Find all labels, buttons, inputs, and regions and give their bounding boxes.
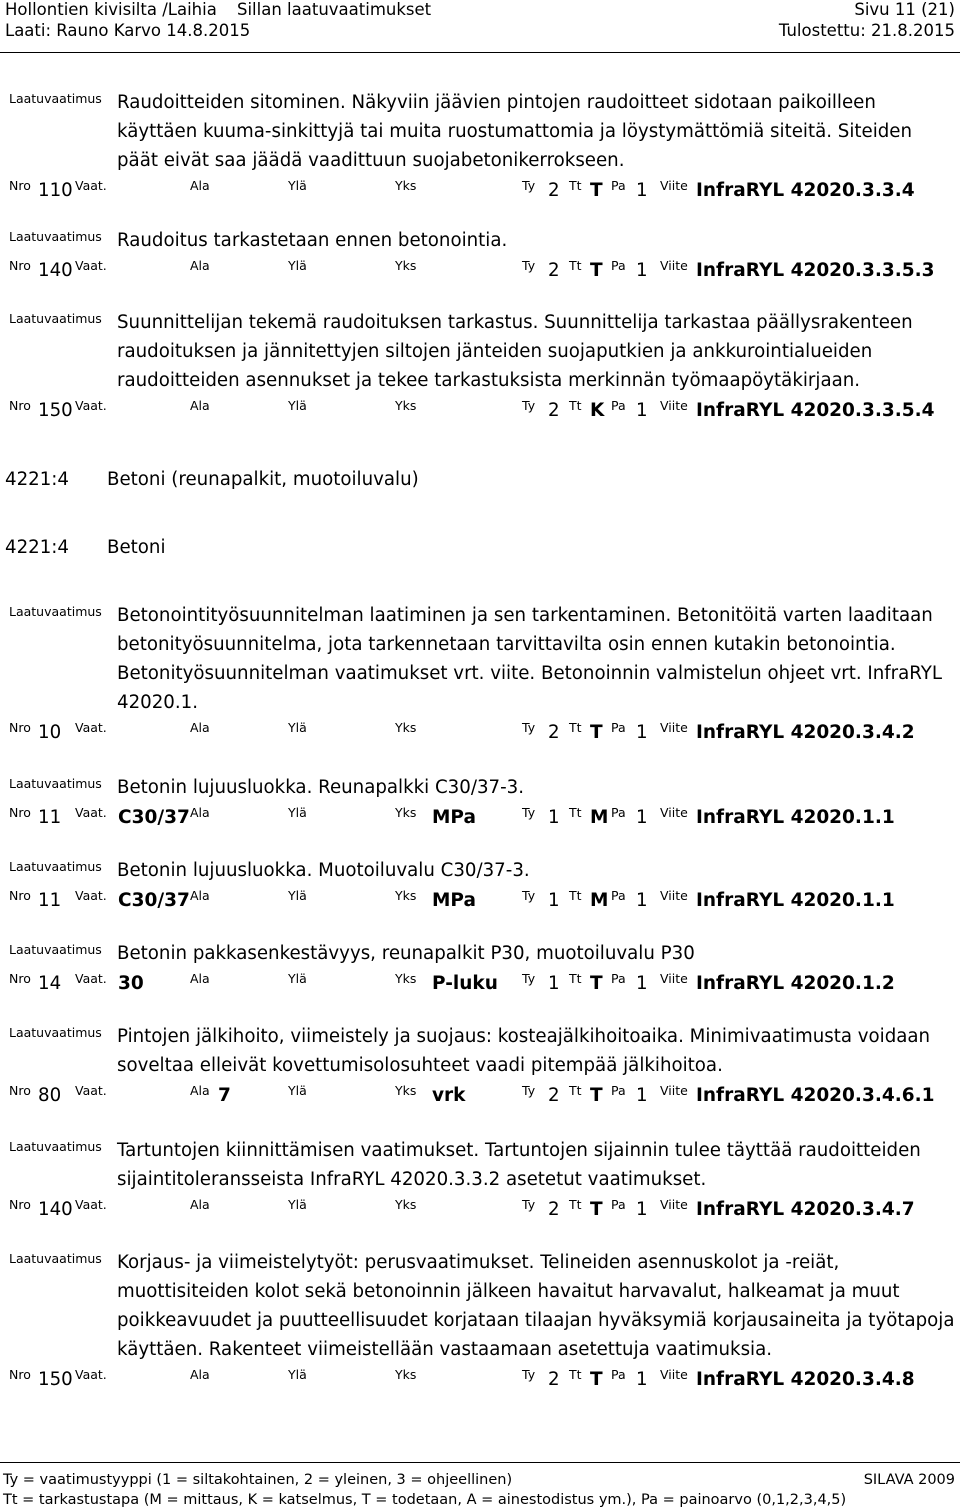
tt-label: Tt <box>569 398 582 413</box>
requirement-text: Betonin pakkasenkestävyys, reunapalkit P30, muotoiluvalu P30 <box>117 943 695 964</box>
ty-value: 1 <box>548 973 560 994</box>
pa-value: 1 <box>636 1085 648 1106</box>
ty-label: Ty <box>522 398 536 413</box>
nro-value: 150 <box>38 1369 73 1390</box>
requirement-text: Raudoitus tarkastetaan ennen betonointia. <box>117 230 508 251</box>
nro-label: Nro <box>9 258 31 273</box>
requirement-attributes <box>0 885 960 915</box>
viite-value: InfraRYL 42020.1.1 <box>696 807 895 828</box>
ty-label: Ty <box>522 1083 536 1098</box>
nro-label: Nro <box>9 1197 31 1212</box>
requirement-block <box>0 939 960 998</box>
requirement-block <box>0 856 960 915</box>
pa-value: 1 <box>636 400 648 421</box>
requirement-block <box>0 1248 960 1394</box>
pa-value: 1 <box>636 260 648 281</box>
viite-label: Viite <box>660 1367 688 1382</box>
document-title: Hollontien kivisilta /Laihia <box>5 0 217 19</box>
nro-label: Nro <box>9 398 31 413</box>
yks-label: Yks <box>395 178 417 193</box>
viite-value: InfraRYL 42020.3.3.5.3 <box>696 260 935 281</box>
viite-label: Viite <box>660 971 688 986</box>
pa-value: 1 <box>636 1369 648 1390</box>
requirement-attributes <box>0 1194 960 1224</box>
yks-label: Yks <box>395 1083 417 1098</box>
requirement-label: Laatuvaatimus <box>9 229 102 244</box>
vaat-label: Vaat. <box>75 258 107 273</box>
requirement-text: Raudoitteiden sitominen. Näkyviin jäävien pintojen raudoitteet sidotaan paikoilleen käyttäen kuuma-sinkittyjä tai muita ruostumattomia ja löystymättömiä siteitä. Siteiden päät eivät saa jäädä vaadittuun suojabetonikerrokseen. <box>117 92 913 171</box>
footer-divider <box>0 1462 960 1463</box>
requirement-attributes <box>0 395 960 425</box>
requirement-label: Laatuvaatimus <box>9 859 102 874</box>
requirement-attributes <box>0 1364 960 1394</box>
nro-label: Nro <box>9 971 31 986</box>
vaat-label: Vaat. <box>75 1197 107 1212</box>
ala-label: Ala <box>190 971 210 986</box>
section-code: 4221:4 <box>5 537 69 558</box>
tt-label: Tt <box>569 888 582 903</box>
ty-label: Ty <box>522 1367 536 1382</box>
requirement-block <box>0 1022 960 1110</box>
ala-label: Ala <box>190 398 210 413</box>
requirement-label: Laatuvaatimus <box>9 1139 102 1154</box>
pa-value: 1 <box>636 973 648 994</box>
yla-label: Ylä <box>288 1367 307 1382</box>
footer-legend-type: Ty = vaatimustyyppi (1 = siltakohtainen, 2 = yleinen, 3 = ohjeellinen) <box>3 1472 513 1488</box>
tt-label: Tt <box>569 258 582 273</box>
yla-label: Ylä <box>288 1083 307 1098</box>
ala-label: Ala <box>190 720 210 735</box>
requirement-text: Suunnittelijan tekemä raudoituksen tarkastus. Suunnittelija tarkastaa päällysrakenteen raudoituksen ja jännitettyjen siltojen jänteiden suojaputkien ja ankkurointialueiden raudoitteiden asennukset ja tekee tarkastuksista merkinnän työmaapöytäkirjaan. <box>117 312 913 391</box>
yks-label: Yks <box>395 888 417 903</box>
pa-label: Pa <box>611 258 626 273</box>
viite-label: Viite <box>660 1083 688 1098</box>
viite-value: InfraRYL 42020.3.3.4 <box>696 180 915 201</box>
yks-value: MPa <box>432 890 476 911</box>
nro-value: 10 <box>38 722 62 743</box>
pa-value: 1 <box>636 807 648 828</box>
pa-label: Pa <box>611 971 626 986</box>
requirement-label: Laatuvaatimus <box>9 604 102 619</box>
vaat-label: Vaat. <box>75 1367 107 1382</box>
yks-label: Yks <box>395 398 417 413</box>
nro-value: 140 <box>38 1199 73 1220</box>
vaat-label: Vaat. <box>75 1083 107 1098</box>
vaat-label: Vaat. <box>75 971 107 986</box>
requirement-block <box>0 308 960 425</box>
ty-label: Ty <box>522 720 536 735</box>
nro-value: 80 <box>38 1085 62 1106</box>
viite-value: InfraRYL 42020.1.2 <box>696 973 895 994</box>
yla-label: Ylä <box>288 178 307 193</box>
section-title: Betoni (reunapalkit, muotoiluvalu) <box>107 469 419 490</box>
nro-label: Nro <box>9 1083 31 1098</box>
requirement-block <box>0 226 960 285</box>
viite-value: InfraRYL 42020.3.4.7 <box>696 1199 915 1220</box>
yks-label: Yks <box>395 971 417 986</box>
nro-label: Nro <box>9 888 31 903</box>
requirement-label: Laatuvaatimus <box>9 1251 102 1266</box>
viite-label: Viite <box>660 888 688 903</box>
tt-value: T <box>590 1369 603 1390</box>
requirement-attributes <box>0 1080 960 1110</box>
pa-value: 1 <box>636 890 648 911</box>
footer-legend-method: Tt = tarkastustapa (M = mittaus, K = katselmus, T = todetaan, A = ainestodistus ym.), Pa = painoarvo (0,1,2,3,4,5) <box>3 1492 847 1508</box>
vaat-label: Vaat. <box>75 178 107 193</box>
viite-label: Viite <box>660 720 688 735</box>
ala-label: Ala <box>190 258 210 273</box>
ala-label: Ala <box>190 1197 210 1212</box>
requirement-attributes <box>0 968 960 998</box>
vaat-label: Vaat. <box>75 805 107 820</box>
tt-label: Tt <box>569 1367 582 1382</box>
viite-label: Viite <box>660 258 688 273</box>
requirement-text: Tartuntojen kiinnittämisen vaatimukset. Tartuntojen sijainnin tulee täyttää raudoitteiden sijaintitoleransseista InfraRYL 42020.3.3.2 asetetut vaatimukset. <box>117 1140 921 1190</box>
viite-label: Viite <box>660 398 688 413</box>
requirement-attributes <box>0 802 960 832</box>
yla-label: Ylä <box>288 720 307 735</box>
nro-value: 11 <box>38 807 62 828</box>
requirement-attributes <box>0 255 960 285</box>
ty-label: Ty <box>522 805 536 820</box>
requirement-text: Betonin lujuusluokka. Reunapalkki C30/37-3. <box>117 777 525 798</box>
nro-label: Nro <box>9 178 31 193</box>
document-subtitle: Sillan laatuvaatimukset <box>237 0 432 19</box>
yks-value: MPa <box>432 807 476 828</box>
viite-value: InfraRYL 42020.3.3.5.4 <box>696 400 935 421</box>
yks-label: Yks <box>395 805 417 820</box>
requirement-label: Laatuvaatimus <box>9 776 102 791</box>
tt-value: T <box>590 1085 603 1106</box>
ty-value: 2 <box>548 260 560 281</box>
ty-label: Ty <box>522 258 536 273</box>
viite-label: Viite <box>660 805 688 820</box>
vaat-value: 30 <box>118 973 144 994</box>
requirement-attributes <box>0 717 960 747</box>
print-date: Tulostettu: 21.8.2015 <box>778 21 955 40</box>
requirement-label: Laatuvaatimus <box>9 1025 102 1040</box>
pa-label: Pa <box>611 178 626 193</box>
nro-value: 140 <box>38 260 73 281</box>
viite-value: InfraRYL 42020.3.4.2 <box>696 722 915 743</box>
section-code: 4221:4 <box>5 469 69 490</box>
tt-value: T <box>590 973 603 994</box>
nro-label: Nro <box>9 805 31 820</box>
tt-label: Tt <box>569 1083 582 1098</box>
pa-value: 1 <box>636 180 648 201</box>
tt-value: K <box>590 400 605 421</box>
ty-value: 2 <box>548 400 560 421</box>
yla-label: Ylä <box>288 971 307 986</box>
requirement-block <box>0 88 960 205</box>
section-title: Betoni <box>107 537 166 558</box>
ty-value: 1 <box>548 807 560 828</box>
vaat-label: Vaat. <box>75 398 107 413</box>
ty-value: 2 <box>548 1085 560 1106</box>
ala-label: Ala <box>190 1367 210 1382</box>
tt-label: Tt <box>569 971 582 986</box>
ty-label: Ty <box>522 1197 536 1212</box>
author-date: Laati: Rauno Karvo 14.8.2015 <box>5 21 251 40</box>
viite-label: Viite <box>660 178 688 193</box>
requirement-block <box>0 773 960 832</box>
vaat-value: C30/37 <box>118 807 190 828</box>
pa-label: Pa <box>611 720 626 735</box>
requirement-block <box>0 601 960 747</box>
ala-label: Ala <box>190 1083 210 1098</box>
requirement-text: Betonin lujuusluokka. Muotoiluvalu C30/37-3. <box>117 860 530 881</box>
viite-value: InfraRYL 42020.3.4.8 <box>696 1369 915 1390</box>
yla-label: Ylä <box>288 805 307 820</box>
pa-label: Pa <box>611 1083 626 1098</box>
requirement-text: Pintojen jälkihoito, viimeistely ja suojaus: kosteajälkihoitoaika. Minimivaatimusta voidaan soveltaa elleivät kovettumisolosuhteet vaadi pitempää jälkihoitoa. <box>117 1026 931 1076</box>
viite-value: InfraRYL 42020.3.4.6.1 <box>696 1085 935 1106</box>
yks-label: Yks <box>395 720 417 735</box>
yks-label: Yks <box>395 258 417 273</box>
nro-label: Nro <box>9 1367 31 1382</box>
tt-value: T <box>590 1199 603 1220</box>
yla-label: Ylä <box>288 258 307 273</box>
page-number: Sivu 11 (21) <box>854 0 955 19</box>
yla-label: Ylä <box>288 1197 307 1212</box>
ty-value: 2 <box>548 180 560 201</box>
requirement-label: Laatuvaatimus <box>9 942 102 957</box>
requirement-attributes <box>0 175 960 205</box>
ala-label: Ala <box>190 178 210 193</box>
yla-label: Ylä <box>288 398 307 413</box>
ty-value: 2 <box>548 1369 560 1390</box>
nro-label: Nro <box>9 720 31 735</box>
pa-value: 1 <box>636 722 648 743</box>
ala-label: Ala <box>190 805 210 820</box>
yla-label: Ylä <box>288 888 307 903</box>
ty-label: Ty <box>522 178 536 193</box>
tt-label: Tt <box>569 1197 582 1212</box>
tt-value: M <box>590 807 609 828</box>
requirement-label: Laatuvaatimus <box>9 91 102 106</box>
tt-label: Tt <box>569 178 582 193</box>
yks-label: Yks <box>395 1197 417 1212</box>
yks-value: P-luku <box>432 973 498 994</box>
vaat-label: Vaat. <box>75 888 107 903</box>
footer-brand: SILAVA 2009 <box>863 1472 955 1488</box>
ala-label: Ala <box>190 888 210 903</box>
tt-value: T <box>590 260 603 281</box>
ala-value: 7 <box>218 1085 231 1106</box>
nro-value: 110 <box>38 180 73 201</box>
pa-label: Pa <box>611 1197 626 1212</box>
tt-value: T <box>590 722 603 743</box>
requirement-text: Korjaus- ja viimeistelytyöt: perusvaatimukset. Telineiden asennuskolot ja -reiät, muottisiteiden kolot sekä betonoinnin jälkeen havaitut harvavalut, halkeamat ja muut poikkeavuudet ja puutteellisuudet korjataan tilaajan hyväksymiä korjausaineita ja työtapoja käyttäen. Rakenteet viimeistellään vastaamaan asetettuja vaatimuksia. <box>117 1252 955 1360</box>
nro-value: 14 <box>38 973 62 994</box>
header-divider <box>0 52 960 53</box>
ty-value: 2 <box>548 1199 560 1220</box>
tt-label: Tt <box>569 805 582 820</box>
nro-value: 150 <box>38 400 73 421</box>
requirement-block <box>0 1136 960 1224</box>
viite-value: InfraRYL 42020.1.1 <box>696 890 895 911</box>
vaat-value: C30/37 <box>118 890 190 911</box>
pa-value: 1 <box>636 1199 648 1220</box>
tt-value: M <box>590 890 609 911</box>
tt-label: Tt <box>569 720 582 735</box>
pa-label: Pa <box>611 398 626 413</box>
viite-label: Viite <box>660 1197 688 1212</box>
requirement-label: Laatuvaatimus <box>9 311 102 326</box>
ty-label: Ty <box>522 971 536 986</box>
ty-value: 1 <box>548 890 560 911</box>
pa-label: Pa <box>611 888 626 903</box>
nro-value: 11 <box>38 890 62 911</box>
yks-label: Yks <box>395 1367 417 1382</box>
ty-label: Ty <box>522 888 536 903</box>
pa-label: Pa <box>611 1367 626 1382</box>
pa-label: Pa <box>611 805 626 820</box>
ty-value: 2 <box>548 722 560 743</box>
requirement-text: Betonointityösuunnitelman laatiminen ja sen tarkentaminen. Betonitöitä varten laaditaan betonityösuunnitelma, jota tarkennetaan tarvittavilta osin ennen kutakin betonointia. Betonityösuunnitelman vaatimukset vrt. viite. Betonoinnin valmistelun ohjeet vrt. InfraRYL 42020.1. <box>117 605 943 713</box>
vaat-label: Vaat. <box>75 720 107 735</box>
yks-value: vrk <box>432 1085 466 1106</box>
tt-value: T <box>590 180 603 201</box>
